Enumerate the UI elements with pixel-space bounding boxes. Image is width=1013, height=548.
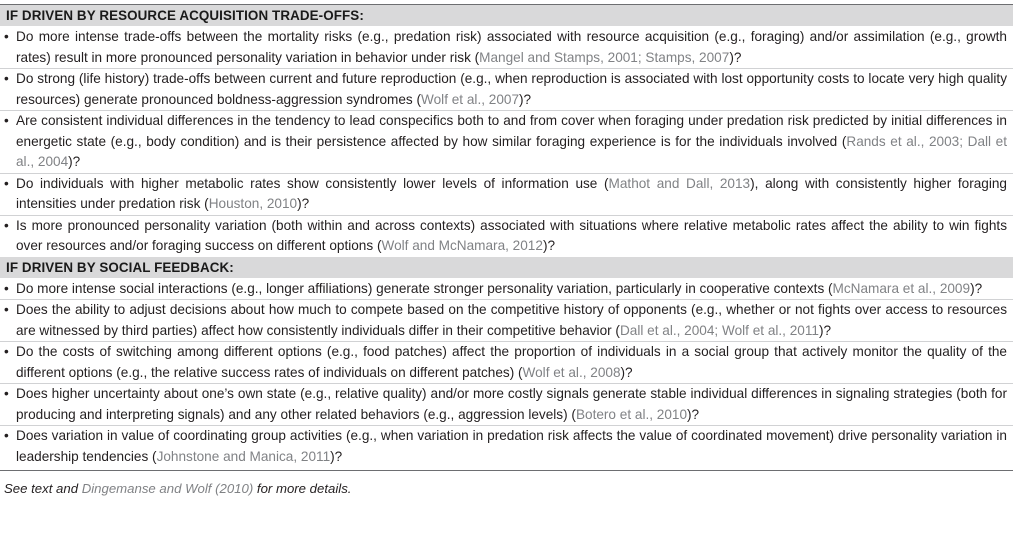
bullet-icon: • — [4, 344, 9, 359]
item-tail: )? — [970, 280, 983, 296]
item-text: Do individuals with higher metabolic rates show consistently lower levels of information use ( — [16, 175, 609, 191]
bullet-icon: • — [4, 428, 9, 443]
citation-link[interactable]: Mangel and Stamps, 2001; Stamps, 2007 — [479, 49, 730, 65]
section-header: IF DRIVEN BY RESOURCE ACQUISITION TRADE-OFFS: — [0, 5, 1013, 26]
bullet-icon: • — [4, 29, 9, 44]
list-item — [0, 68, 1013, 110]
item-tail: )? — [729, 49, 742, 65]
item-text: Does higher uncertainty about one’s own state (e.g., relative quality) and/or more costly signals generate stable individual differences in signaling strategies (both for producing and interpreting signals) and any other related behaviors (e.g., aggression levels) ( — [16, 386, 1007, 422]
item-text: Do the costs of switching among different options (e.g., food patches) affect the proportion of individuals in a social group that actively monitor the quality of the different options (e.g., the relative success rates of individuals on different patches) ( — [16, 344, 1007, 380]
bullet-icon: • — [4, 386, 9, 401]
item-text: Do strong (life history) trade-offs between current and future reproduction (e.g., when reproduction is associated with lost opportunity costs to locate very high quality resources) generate pronounced boldness-aggression syndromes ( — [16, 71, 1007, 107]
citation-link[interactable]: Houston, 2010 — [208, 196, 298, 211]
bullet-icon: • — [4, 113, 9, 128]
list-item — [0, 27, 1013, 68]
item-tail: )? — [330, 448, 343, 464]
list-item — [0, 279, 1013, 300]
item-text: Do more intense trade-offs between the mortality risks (e.g., predation risk) associated with resource acquisition (e.g., foraging) and/or assimilation (e.g., growth rates) result in more pronounced personality variation in behavior under risk ( — [16, 29, 1007, 65]
bullet-icon: • — [4, 175, 9, 191]
footnote-prefix: See text and — [4, 481, 82, 496]
citation-link[interactable]: Dall et al., 2004; Wolf et al., 2011 — [619, 322, 819, 338]
citation-link[interactable]: Wolf et al., 2007 — [421, 91, 520, 107]
bullet-icon: • — [4, 302, 9, 317]
item-tail: )? — [297, 196, 310, 211]
table-footnote — [0, 480, 1013, 498]
item-tail: )? — [818, 322, 832, 338]
citation-link[interactable]: Johnstone and Manica, 2011 — [156, 448, 331, 464]
bullet-icon: • — [4, 280, 9, 296]
item-tail: )? — [687, 406, 700, 422]
item-text: Does the ability to adjust decisions about how much to compete based on the competitive history of opponents (e.g., whether or not fights over access to resources are witnessed by third parties) affect how consistently individuals differ in their competitive behavior ( — [16, 302, 1007, 338]
bullet-icon: • — [4, 217, 9, 233]
item-tail: )? — [542, 238, 556, 253]
list-item — [0, 383, 1013, 425]
citation-link[interactable]: Botero et al., 2010 — [575, 406, 688, 422]
section-header: IF DRIVEN BY SOCIAL FEEDBACK: — [0, 257, 1013, 278]
item-tail: )? — [519, 91, 532, 107]
item-text: Is more pronounced personality variation (both within and across contexts) associated with situations where relative metabolic rates affect the ability to win fights over resources and/or foraging success on different options ( — [16, 217, 1007, 253]
list-item — [0, 425, 1013, 467]
item-text: Are consistent individual differences in the tendency to lead conspecifics both to and from cover when foraging under predation risk predicted by initial differences in energetic state (e.g., body condition) and is their persistence affected by how similar foraging experience is for the individuals involved ( — [16, 113, 1007, 149]
citation-link[interactable]: McNamara et al., 2009 — [832, 280, 971, 296]
table-bottom-rule — [0, 470, 1013, 471]
footnote-suffix: for more details. — [253, 481, 352, 496]
citation-link[interactable]: Rands et al., 2003; Dall et al., 2004 — [16, 133, 1007, 169]
citation-link[interactable]: Wolf et al., 2008 — [522, 364, 621, 380]
item-tail: )? — [68, 154, 81, 169]
item-text: Do more intense social interactions (e.g., longer affiliations) generate stronger personality variation, particularly in cooperative contexts ( — [16, 280, 833, 296]
questions-table — [0, 4, 1013, 498]
footnote-citation-link[interactable]: Dingemanse and Wolf (2010) — [81, 481, 254, 496]
list-item — [0, 215, 1013, 257]
citation-link[interactable]: Mathot and Dall, 2013 — [608, 175, 751, 191]
section-resource-acquisition — [0, 5, 1013, 257]
bullet-icon: • — [4, 71, 9, 86]
item-text: Does variation in value of coordinating group activities (e.g., when variation in predation risk affects the value of coordinated movement) drive personality variation in leadership tendencies ( — [16, 428, 1007, 464]
list-item — [0, 173, 1013, 215]
list-item — [0, 299, 1013, 341]
citation-link[interactable]: Wolf and McNamara, 2012 — [381, 238, 543, 253]
item-tail: )? — [620, 364, 633, 380]
item-mid: ), along with consistently higher foraging intensities under predation risk ( — [16, 175, 1007, 211]
list-item — [0, 341, 1013, 383]
section-social-feedback — [0, 257, 1013, 468]
list-item — [0, 110, 1013, 173]
